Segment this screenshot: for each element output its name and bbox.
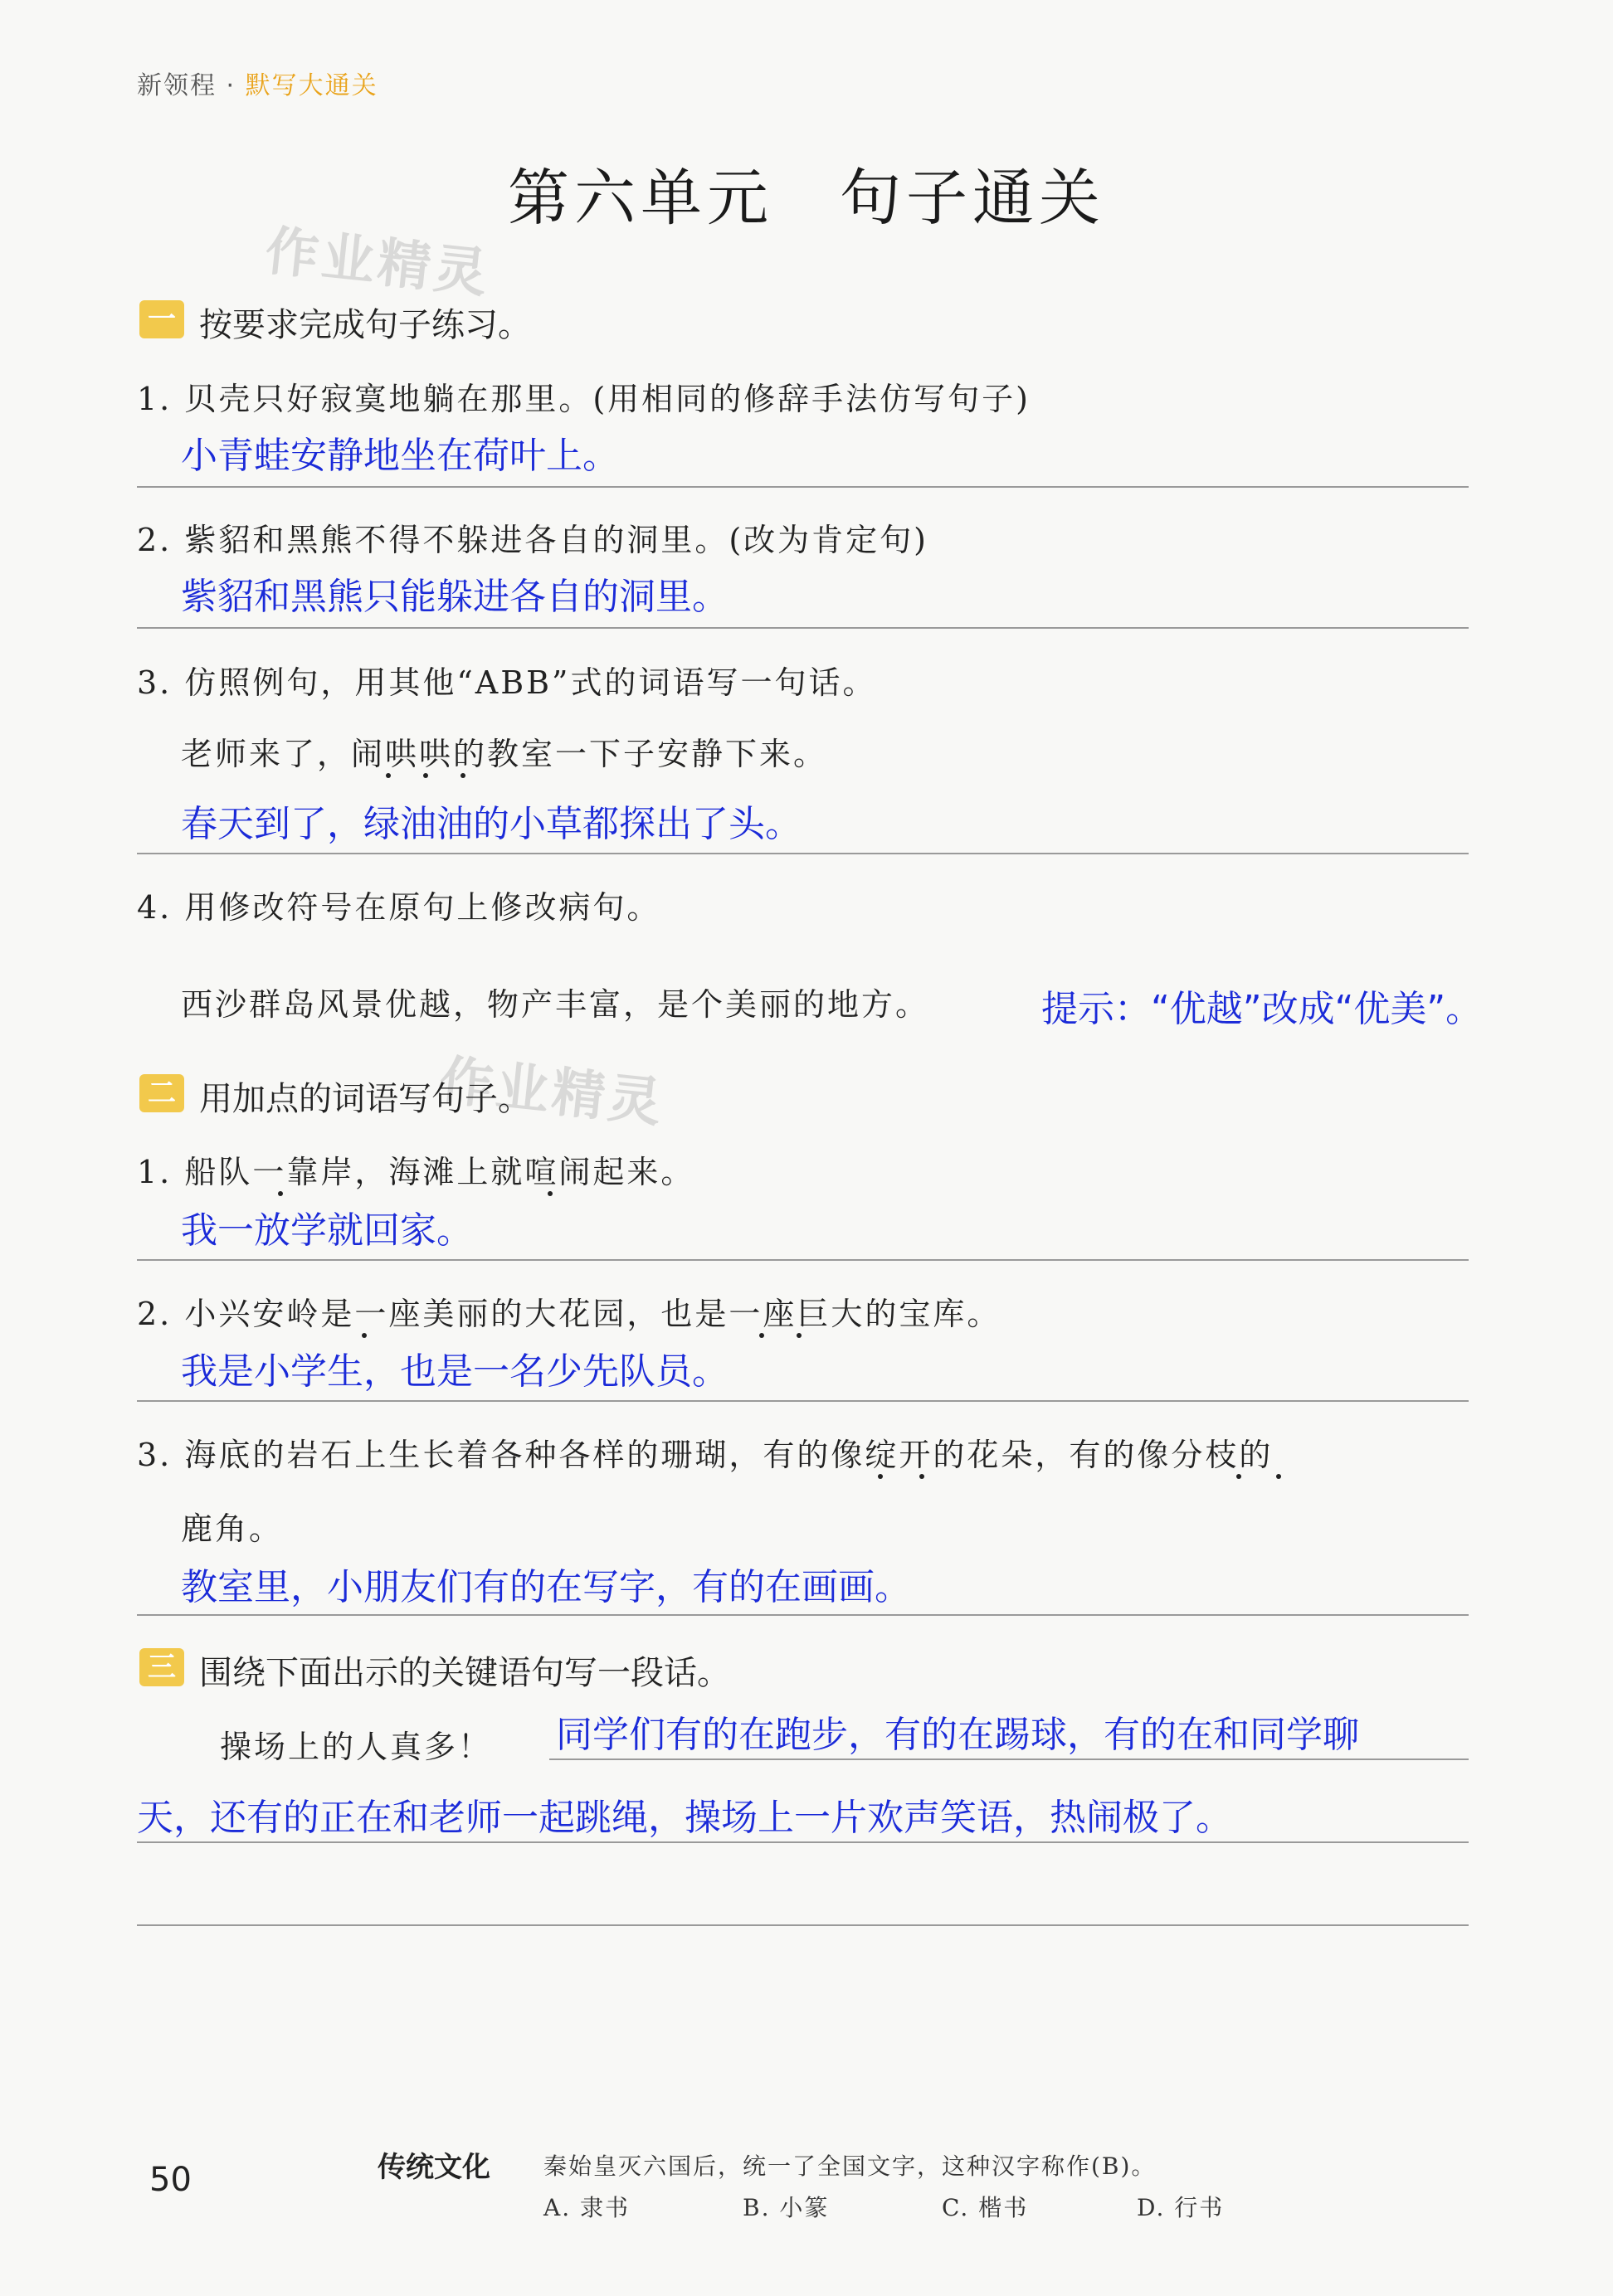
question-prompt: 3. 仿照例句，用其他“ABB”式的词语写一句话。 bbox=[137, 664, 877, 701]
question-prompt: 4. 用修改符号在原句上修改病句。 bbox=[137, 889, 661, 926]
question-prompt: 2. 紫貂和黑熊不得不躲进各自的洞里。(改为肯定句) bbox=[137, 522, 928, 558]
option-b: B. 小篆 bbox=[743, 2194, 830, 2221]
culture-label: 传统文化 bbox=[378, 2151, 490, 2184]
answer-line bbox=[137, 853, 1469, 854]
answer-text: 我是小学生，也是一名少先队员。 bbox=[181, 1350, 729, 1393]
emphasis-dot bbox=[278, 1191, 283, 1196]
section-badge: 三 bbox=[139, 1648, 184, 1686]
answer-line bbox=[137, 1614, 1469, 1616]
option-a: A. 隶书 bbox=[543, 2194, 631, 2221]
answer-text: 我一放学就回家。 bbox=[181, 1209, 473, 1252]
answer-text: 同学们有的在跑步，有的在踢球，有的在和同学聊 bbox=[556, 1714, 1359, 1756]
emphasis-dot bbox=[461, 773, 465, 778]
watermark: 作业精灵 bbox=[436, 1049, 668, 1135]
emphasis-dot bbox=[759, 1333, 764, 1338]
section-title: 围绕下面出示的关键语句写一段话。 bbox=[199, 1654, 730, 1692]
culture-question: 秦始皇灭六国后，统一了全国文字，这种汉字称作(B)。 bbox=[543, 2152, 1157, 2180]
brand-separator: · bbox=[226, 71, 236, 100]
emphasis-dot bbox=[423, 773, 428, 778]
question-prompt: 1. 贝壳只好寂寞地躺在那里。(用相同的修辞手法仿写句子) bbox=[137, 381, 1031, 417]
emphasis-dot bbox=[797, 1333, 802, 1338]
page-title: 第六单元 句子通关 bbox=[508, 163, 1105, 234]
watermark: 作业精灵 bbox=[262, 220, 494, 305]
emphasis-dot bbox=[386, 773, 391, 778]
lead-sentence: 操场上的人真多！ bbox=[220, 1729, 493, 1765]
emphasis-dot bbox=[1236, 1474, 1241, 1479]
section-title: 按要求完成句子练习。 bbox=[199, 306, 531, 344]
brand-name: 新领程 bbox=[137, 71, 217, 100]
answer-text: 天，还有的正在和老师一起跳绳，操场上一片欢声笑语，热闹极了。 bbox=[137, 1797, 1232, 1839]
section-title: 用加点的词语写句子。 bbox=[199, 1080, 531, 1118]
option-d: D. 行书 bbox=[1137, 2194, 1225, 2221]
answer-text: 教室里，小朋友们有的在写字，有的在画画。 bbox=[181, 1566, 911, 1608]
emphasis-dot bbox=[878, 1474, 883, 1479]
answer-text: 紫貂和黑熊只能躲进各自的洞里。 bbox=[181, 576, 729, 618]
section-badge: 二 bbox=[139, 1074, 184, 1112]
answer-line bbox=[137, 1400, 1469, 1402]
answer-line bbox=[137, 627, 1469, 629]
question-prompt: 1. 船队一靠岸，海滩上就喧闹起来。 bbox=[137, 1154, 695, 1190]
answer-line bbox=[137, 486, 1469, 488]
answer-text: 春天到了，绿油油的小草都探出了头。 bbox=[181, 803, 802, 845]
series-name: 默写大通关 bbox=[245, 71, 378, 100]
answer-line bbox=[137, 1259, 1469, 1261]
option-c: C. 楷书 bbox=[942, 2194, 1029, 2221]
answer-line bbox=[137, 1841, 1469, 1843]
brand-header bbox=[137, 65, 378, 101]
question-prompt-continued: 鹿角。 bbox=[181, 1510, 284, 1547]
emphasis-dot bbox=[548, 1191, 553, 1196]
answer-line bbox=[549, 1758, 1469, 1760]
emphasis-dot bbox=[1276, 1474, 1281, 1479]
answer-text: 提示：“优越”改成“优美”。 bbox=[1041, 988, 1483, 1030]
answer-text: 小青蛙安静地坐在荷叶上。 bbox=[181, 435, 619, 477]
question-prompt: 3. 海底的岩石上生长着各种各样的珊瑚，有的像绽开的花朵，有的像分枝的 bbox=[137, 1437, 1274, 1473]
example-sentence: 老师来了，闹哄哄的教室一下子安静下来。 bbox=[181, 736, 828, 772]
sick-sentence: 西沙群岛风景优越，物产丰富，是个美丽的地方。 bbox=[181, 986, 930, 1023]
section-badge: 一 bbox=[139, 300, 184, 338]
emphasis-dot bbox=[919, 1474, 924, 1479]
question-prompt: 2. 小兴安岭是一座美丽的大花园，也是一座巨大的宝库。 bbox=[137, 1296, 1001, 1332]
page-number: 50 bbox=[149, 2161, 192, 2199]
answer-line bbox=[137, 1924, 1469, 1926]
emphasis-dot bbox=[362, 1333, 367, 1338]
